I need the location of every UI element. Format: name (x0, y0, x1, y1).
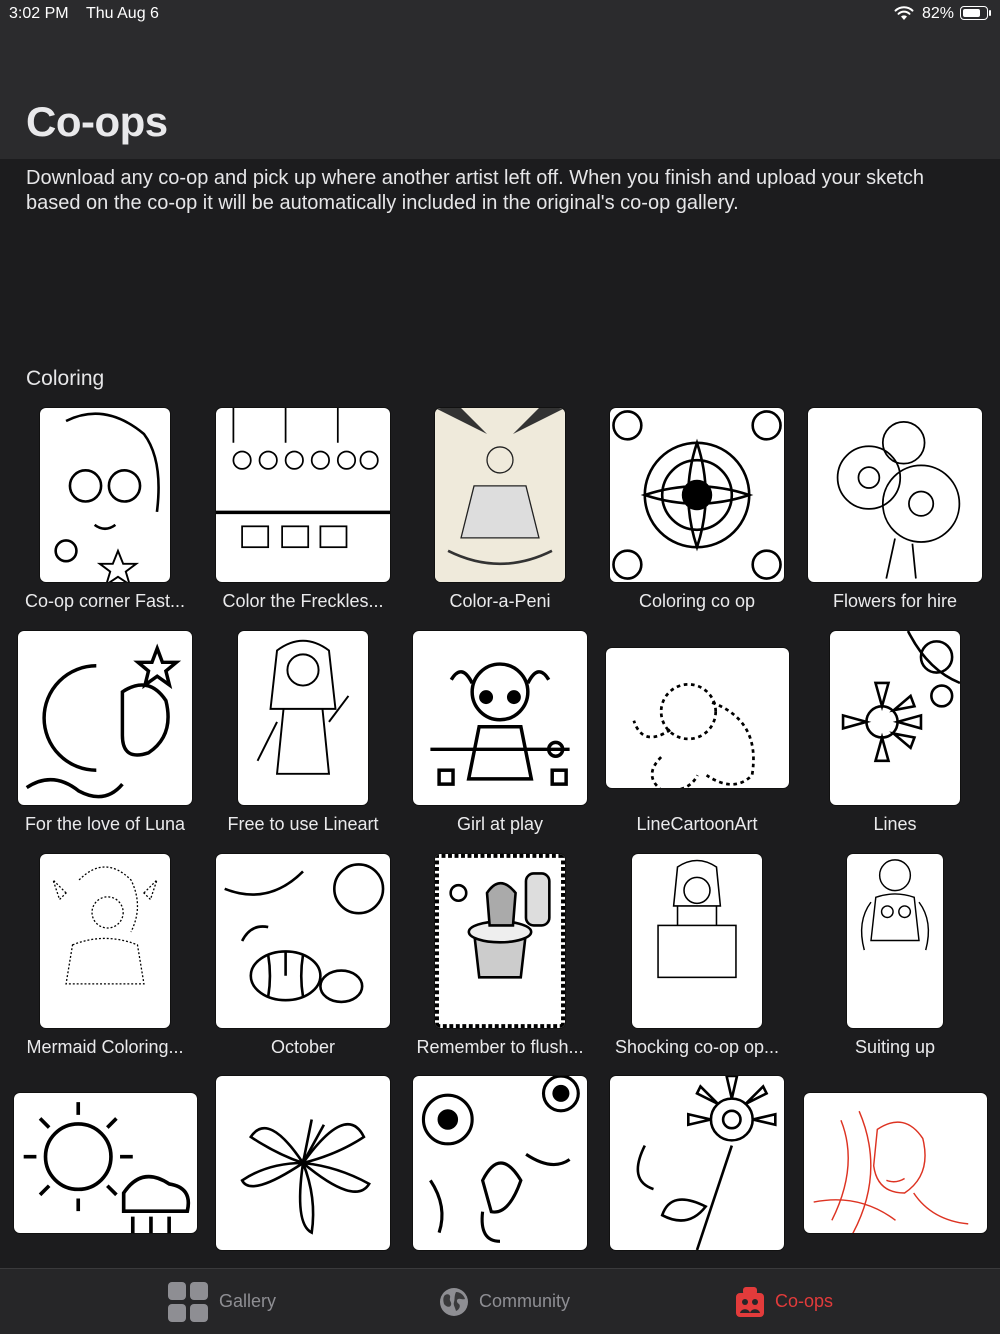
coop-tile[interactable] (402, 405, 598, 627)
coop-tile[interactable] (402, 628, 598, 850)
tab-coops[interactable] (735, 1269, 833, 1334)
coop-thumbnail[interactable] (847, 854, 943, 1028)
battery-percent: 82% (922, 5, 955, 22)
coop-title: Remember to flush... (416, 1037, 584, 1057)
grid-icon (167, 1281, 209, 1323)
coop-tile[interactable] (205, 1073, 401, 1295)
wifi-icon (894, 5, 914, 21)
navigation-header (0, 28, 1000, 159)
battery-icon (960, 6, 988, 20)
coop-title: Coloring co op (638, 591, 756, 611)
coop-tile[interactable] (599, 405, 795, 627)
coop-thumbnail[interactable] (14, 1093, 197, 1233)
coop-title: LineCartoonArt (636, 814, 758, 834)
coop-thumbnail[interactable] (238, 631, 368, 805)
coop-thumbnail[interactable] (40, 854, 170, 1028)
page-description: Download any co-op and pick up where another artist left off. When you finish and upload your sketch based on the co-op it will be automatically included in the original's co-op gallery. (26, 167, 924, 214)
coop-thumbnail[interactable] (40, 408, 170, 582)
coop-thumbnail[interactable] (606, 648, 789, 788)
coop-tile[interactable] (599, 628, 795, 850)
coop-title: Co-op corner Fast... (24, 591, 186, 611)
coop-title: Color the Freckles... (222, 591, 384, 611)
tab-community[interactable] (439, 1269, 570, 1334)
coop-title: Flowers for hire (832, 591, 958, 611)
coop-thumbnail[interactable] (413, 1076, 587, 1250)
coop-thumbnail[interactable] (804, 1093, 987, 1233)
coop-tile[interactable] (205, 628, 401, 850)
coop-tile[interactable] (797, 1073, 993, 1295)
coop-thumbnail[interactable] (216, 1076, 390, 1250)
coop-tile[interactable] (797, 628, 993, 850)
coop-title: Shocking co-op op... (614, 1037, 780, 1057)
coop-thumbnail[interactable] (435, 854, 565, 1028)
coop-title: Suiting up (854, 1037, 936, 1057)
coop-tile[interactable] (7, 628, 203, 850)
tab-gallery[interactable] (167, 1269, 276, 1334)
tab-community-label: Community (479, 1291, 571, 1311)
coop-thumbnail[interactable] (413, 631, 587, 805)
coop-tile[interactable] (797, 851, 993, 1073)
coop-thumbnail[interactable] (18, 631, 192, 805)
coop-thumbnail[interactable] (632, 854, 762, 1028)
coop-title: October (270, 1037, 336, 1057)
coop-tile[interactable] (402, 851, 598, 1073)
coop-thumbnail[interactable] (216, 408, 390, 582)
globe-icon (439, 1287, 469, 1317)
coop-title: Color-a-Peni (449, 591, 551, 611)
coop-thumbnail[interactable] (808, 408, 982, 582)
tab-bar (0, 1268, 1000, 1334)
coop-icon (735, 1286, 765, 1318)
coop-tile[interactable] (205, 851, 401, 1073)
coop-thumbnail[interactable] (610, 408, 784, 582)
coop-tile[interactable] (7, 851, 203, 1073)
status-date: Thu Aug 6 (86, 5, 159, 22)
coop-thumbnail[interactable] (435, 408, 565, 582)
coop-thumbnail[interactable] (216, 854, 390, 1028)
section-title-coloring: Coloring (26, 367, 105, 390)
coop-tile[interactable] (599, 1073, 795, 1295)
coop-thumbnail[interactable] (830, 631, 960, 805)
coop-tile[interactable] (205, 405, 401, 627)
tab-gallery-label: Gallery (219, 1291, 277, 1311)
coop-title: Mermaid Coloring... (26, 1037, 184, 1057)
coop-thumbnail[interactable] (610, 1076, 784, 1250)
coop-title: Free to use Lineart (227, 814, 379, 834)
coop-title: For the love of Luna (24, 814, 186, 834)
coop-tile[interactable] (7, 405, 203, 627)
status-bar (0, 0, 1000, 28)
status-time: 3:02 PM (9, 5, 69, 22)
coop-tile[interactable] (7, 1073, 203, 1295)
tab-coops-label: Co-ops (775, 1291, 834, 1311)
coop-tile[interactable] (402, 1073, 598, 1295)
coop-title: Girl at play (456, 814, 544, 834)
coop-title: Lines (873, 814, 917, 834)
page-title: Co-ops (26, 98, 168, 145)
coop-tile[interactable] (797, 405, 993, 627)
coop-tile[interactable] (599, 851, 795, 1073)
